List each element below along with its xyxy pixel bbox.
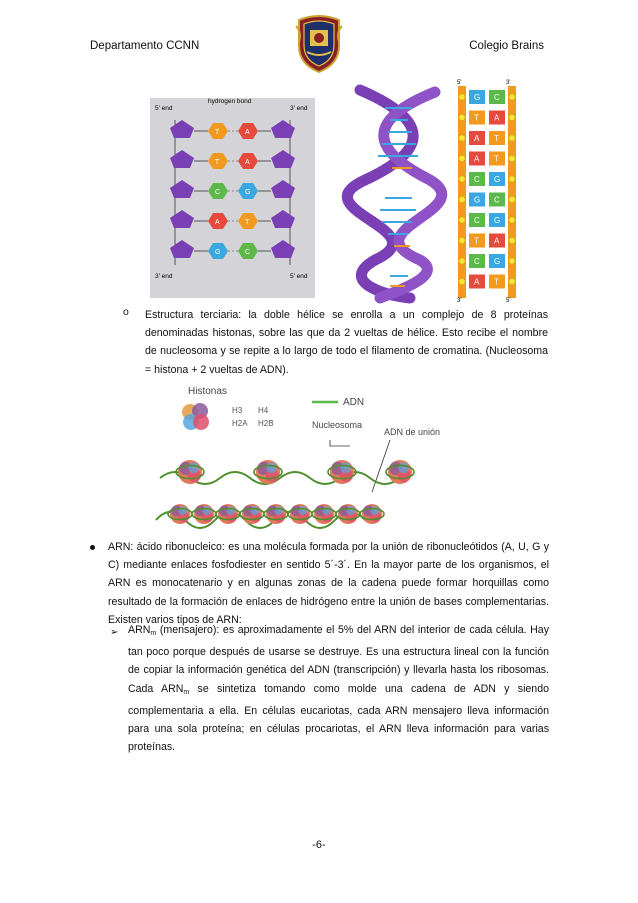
five-end-label-left: 5' end	[155, 105, 173, 112]
ladder-rung	[459, 111, 515, 125]
ladder-letter: T	[494, 134, 499, 143]
base-letter: A	[215, 219, 220, 226]
dna-structure-figure	[150, 80, 520, 302]
h2a-label: H2A	[232, 419, 248, 428]
nucleosome-bead	[386, 460, 414, 484]
ladder-letter: A	[494, 113, 500, 123]
estructura-terciaria-text: Estructura terciaria: la doble hélice se enrolla a un complejo de 8 proteínas denominadas histonas, sobre las que da 2 vueltas de hélice. Esto recibe el nombre de nucleosoma y se repite a lo largo de todo el filamento de cromatina. (Nucleosoma = histona + 2 vueltas de ADN).	[145, 309, 548, 376]
header-school: Colegio Brains	[469, 40, 544, 52]
page-number: -6-	[312, 839, 326, 851]
ladder-letter: C	[494, 93, 500, 102]
ladder-rung	[459, 172, 515, 186]
arnm-term: ARN	[128, 624, 151, 636]
ladder-letter: C	[494, 195, 500, 205]
h3-label: H3	[232, 406, 243, 415]
arnm-subscript: m	[150, 630, 157, 637]
ladder-letter: A	[474, 277, 480, 287]
school-crest-logo	[294, 12, 344, 74]
base-letter: T	[215, 129, 220, 136]
nucleosome-bead	[176, 460, 204, 484]
nucleosome-bead	[168, 504, 192, 524]
ladder-letter: C	[474, 175, 480, 184]
ladder-letter: T	[474, 236, 479, 246]
nucleosome-bead	[288, 504, 312, 524]
ladder-top-right-label: 3'	[506, 80, 511, 86]
ladder-letter: C	[474, 216, 480, 225]
ladder-rung	[459, 234, 515, 248]
nucleosome-bead	[240, 504, 264, 524]
adn-label: ADN	[343, 397, 365, 408]
nucleosome-figure	[150, 382, 441, 527]
ladder-letter: A	[474, 154, 480, 164]
h4-label: H4	[258, 406, 269, 415]
nucleosome-bead	[264, 504, 288, 524]
ladder-letter: G	[474, 195, 481, 205]
base-letter: A	[245, 129, 250, 136]
base-letter: T	[215, 159, 220, 166]
nucleosome-bead	[360, 504, 384, 524]
ladder-rung	[459, 90, 515, 104]
nucleosoma-label: Nucleosoma	[312, 420, 363, 430]
ladder-letter: G	[494, 175, 501, 184]
double-helix-drawing	[345, 86, 455, 298]
ladder-rung	[459, 193, 515, 207]
arnm-paragraph	[128, 621, 549, 756]
ladder-bottom-right-label: 5'	[506, 298, 511, 304]
arnm-subscript-2: m	[183, 688, 190, 696]
ladder-top-left-label: 5'	[457, 80, 462, 86]
histonas-label: Histonas	[188, 386, 227, 397]
ladder-rung	[459, 275, 515, 289]
nucleosome-bead	[216, 504, 240, 524]
base-letter: T	[245, 219, 250, 226]
ladder-letter: A	[494, 236, 500, 246]
ladder-rung	[459, 213, 515, 227]
ladder-letter: G	[494, 257, 501, 266]
base-letter: C	[245, 249, 251, 256]
arnm-text-part2: se sintetiza tomando como molde una cadena de ADN y siendo complementaria a ella. En células eucariotas, cada ARN mensajero lleva información para una sola proteína; en células procariotas, el ARN lleva información para varias proteínas.	[128, 682, 549, 754]
base-letter: G	[215, 249, 221, 256]
ladder-bottom-left-label: 3'	[457, 298, 462, 304]
nucleosome-bead	[336, 504, 360, 524]
ladder-letter: T	[474, 113, 479, 123]
ladder-letter: A	[474, 134, 480, 143]
ladder-letter: T	[494, 154, 499, 164]
ladder-rung	[459, 131, 515, 145]
ladder-letter: C	[474, 257, 480, 266]
five-end-label-right: 5' end	[290, 273, 308, 280]
three-end-label-left: 3' end	[155, 273, 173, 280]
base-letter: C	[215, 189, 221, 196]
nucleosome-bead	[328, 460, 356, 484]
histone-octamer-icon	[182, 403, 209, 430]
arn-paragraph: ARN: ácido ribonucleico: es una molécula formada por la unión de ribonucleótidos (A, U, G y C) mediante enlaces fosfodiester en sentido 5´-3´. En la mayor parte de los organismos, el ARN es monocatenario y en algunas zonas de la cadena puede formar horquillas como resultado de la formación de enlaces de hidrógeno entre la unión de bases complementarias. Existen varios tipos de ARN:	[108, 541, 549, 626]
arrow-bullet: ➢	[110, 627, 119, 638]
arnm-text-part1: (mensajero): es aproximadamente el 5% del ARN del interior de cada célula. Hay tan poco porque después de usarse se destruye. Es una estructura lineal con la función de copiar la información genética del ADN (transcripción) y llevarla hasta los ribosomas. Cada ARN	[128, 624, 549, 695]
ladder-letter: G	[494, 216, 501, 225]
sub-bullet-marker: o	[123, 306, 129, 318]
nucleosome-bead	[192, 504, 216, 524]
ladder-rung	[459, 254, 515, 268]
header-department: Departamento CCNN	[90, 40, 200, 52]
bullet-dot	[90, 545, 95, 550]
dna-ladder-drawing	[457, 80, 516, 304]
ladder-letter: G	[474, 93, 481, 102]
h2b-label: H2B	[258, 419, 274, 428]
adn-union-label: ADN de unión	[384, 427, 441, 437]
hydrogen-bond-label: hydrogen bond	[208, 98, 252, 105]
base-letter: A	[245, 159, 250, 166]
ladder-rung	[459, 152, 515, 166]
three-end-label-right: 3' end	[290, 105, 308, 112]
base-letter: G	[245, 189, 251, 196]
nucleosome-bead	[312, 504, 336, 524]
ladder-letter: T	[494, 277, 499, 287]
base-pair-diagram	[150, 98, 315, 298]
